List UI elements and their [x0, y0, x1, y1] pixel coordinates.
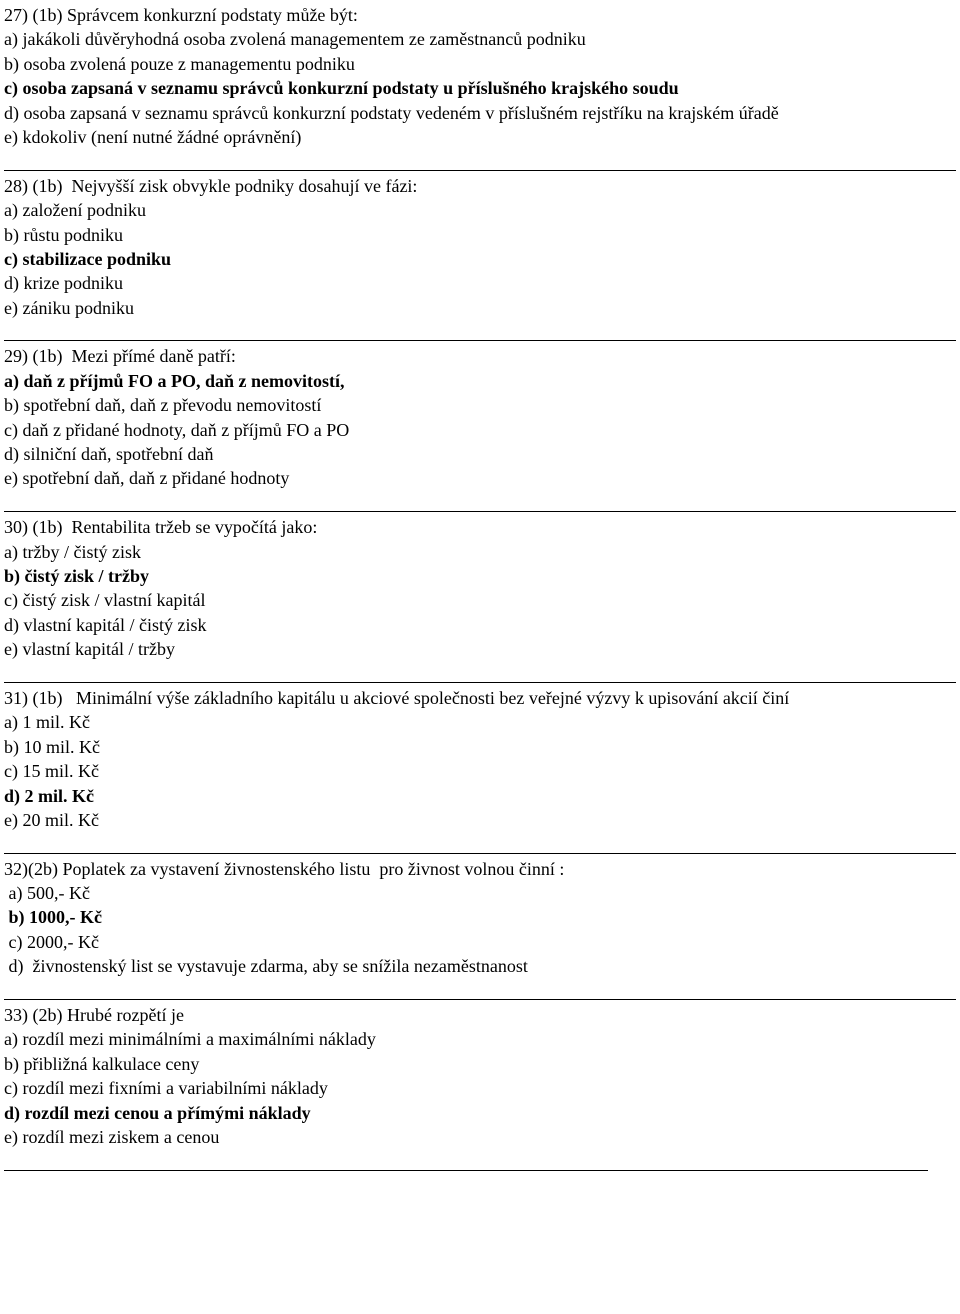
answer-option-d: d) živnostenský list se vystavuje zdarma, aby se snížila nezaměstnanost: [4, 956, 528, 977]
answer-option-e: e) 20 mil. Kč: [4, 809, 99, 830]
answer-option-d-correct: d) rozdíl mezi cenou a přímými náklady: [4, 1102, 311, 1123]
answer-option-c: c) 15 mil. Kč: [4, 761, 99, 782]
separator-line: [4, 832, 956, 856]
separator-line: [4, 979, 956, 1003]
question-27: [4, 3, 956, 149]
question-text: 30) (1b) Rentabilita tržeb se vypočítá jako:: [4, 517, 318, 538]
answer-option-d: d) vlastní kapitál / čistý zisk: [4, 614, 207, 635]
answer-option-d: d) krize podniku: [4, 273, 123, 294]
question-28: [4, 174, 956, 320]
answer-option-a: a) 500,- Kč: [4, 883, 90, 904]
answer-option-a: a) tržby / čistý zisk: [4, 541, 141, 562]
answer-option-c: c) 2000,- Kč: [4, 931, 99, 952]
answer-option-c: c) čistý zisk / vlastní kapitál: [4, 590, 206, 611]
answer-option-d: d) osoba zapsaná v seznamu správců konkurzní podstaty vedeném v příslušném rejstříku na krajském úřadě: [4, 102, 779, 123]
separator-line: [4, 1149, 956, 1173]
answer-option-b: b) 10 mil. Kč: [4, 736, 100, 757]
answer-option-b: b) spotřební daň, daň z převodu nemovitostí: [4, 395, 322, 416]
answer-option-b-correct: b) 1000,- Kč: [4, 907, 102, 928]
question-text: 31) (1b) Minimální výše základního kapitálu u akciové společnosti bez veřejné výzvy k upisování akcií činí: [4, 687, 790, 708]
question-31: [4, 686, 956, 832]
separator-line: [4, 491, 956, 515]
question-30: [4, 515, 956, 661]
question-text: 33) (2b) Hrubé rozpětí je: [4, 1005, 184, 1026]
answer-option-b-correct: b) čistý zisk / tržby: [4, 565, 149, 586]
answer-option-c: c) daň z přidané hodnoty, daň z příjmů FO a PO: [4, 419, 350, 440]
answer-option-b: b) přibližná kalkulace ceny: [4, 1053, 200, 1074]
answer-option-a: a) jakákoli důvěryhodná osoba zvolená managementem ze zaměstnanců podniku: [4, 29, 586, 50]
separator-line: [4, 662, 956, 686]
question-33: [4, 1003, 956, 1149]
answer-option-a: a) založení podniku: [4, 200, 146, 221]
question-text: 27) (1b) Správcem konkurzní podstaty může být:: [4, 5, 358, 25]
question-text: 32)(2b) Poplatek za vystavení živnostenského listu pro živnost volnou činní :: [4, 858, 565, 879]
answer-option-c-correct: c) osoba zapsaná v seznamu správců konkurzní podstaty u příslušného krajského soudu: [4, 78, 679, 99]
answer-option-e: e) spotřební daň, daň z přidané hodnoty: [4, 468, 290, 489]
answer-option-b: b) růstu podniku: [4, 224, 123, 245]
separator-line: [4, 149, 956, 173]
answer-option-b: b) osoba zvolená pouze z managementu podniku: [4, 53, 355, 74]
answer-option-e: e) rozdíl mezi ziskem a cenou: [4, 1126, 220, 1147]
answer-option-c-correct: c) stabilizace podniku: [4, 248, 172, 269]
answer-option-c: c) rozdíl mezi fixními a variabilními náklady: [4, 1078, 328, 1099]
question-text: 29) (1b) Mezi přímé daně patří:: [4, 346, 236, 367]
answer-option-a: a) 1 mil. Kč: [4, 712, 90, 733]
separator-line: [4, 320, 956, 344]
document-page: [4, 3, 956, 1174]
answer-option-e: e) zániku podniku: [4, 297, 134, 318]
answer-option-a: a) rozdíl mezi minimálními a maximálními náklady: [4, 1029, 376, 1050]
question-text: 28) (1b) Nejvyšší zisk obvykle podniky dosahují ve fázi:: [4, 175, 418, 196]
question-32: [4, 857, 956, 979]
answer-option-a-correct: a) daň z příjmů FO a PO, daň z nemovitostí,: [4, 370, 345, 391]
question-29: [4, 344, 956, 490]
answer-option-d: d) silniční daň, spotřební daň: [4, 444, 214, 465]
answer-option-e: e) kdokoliv (není nutné žádné oprávnění): [4, 126, 302, 147]
answer-option-d-correct: d) 2 mil. Kč: [4, 785, 94, 806]
answer-option-e: e) vlastní kapitál / tržby: [4, 639, 175, 660]
